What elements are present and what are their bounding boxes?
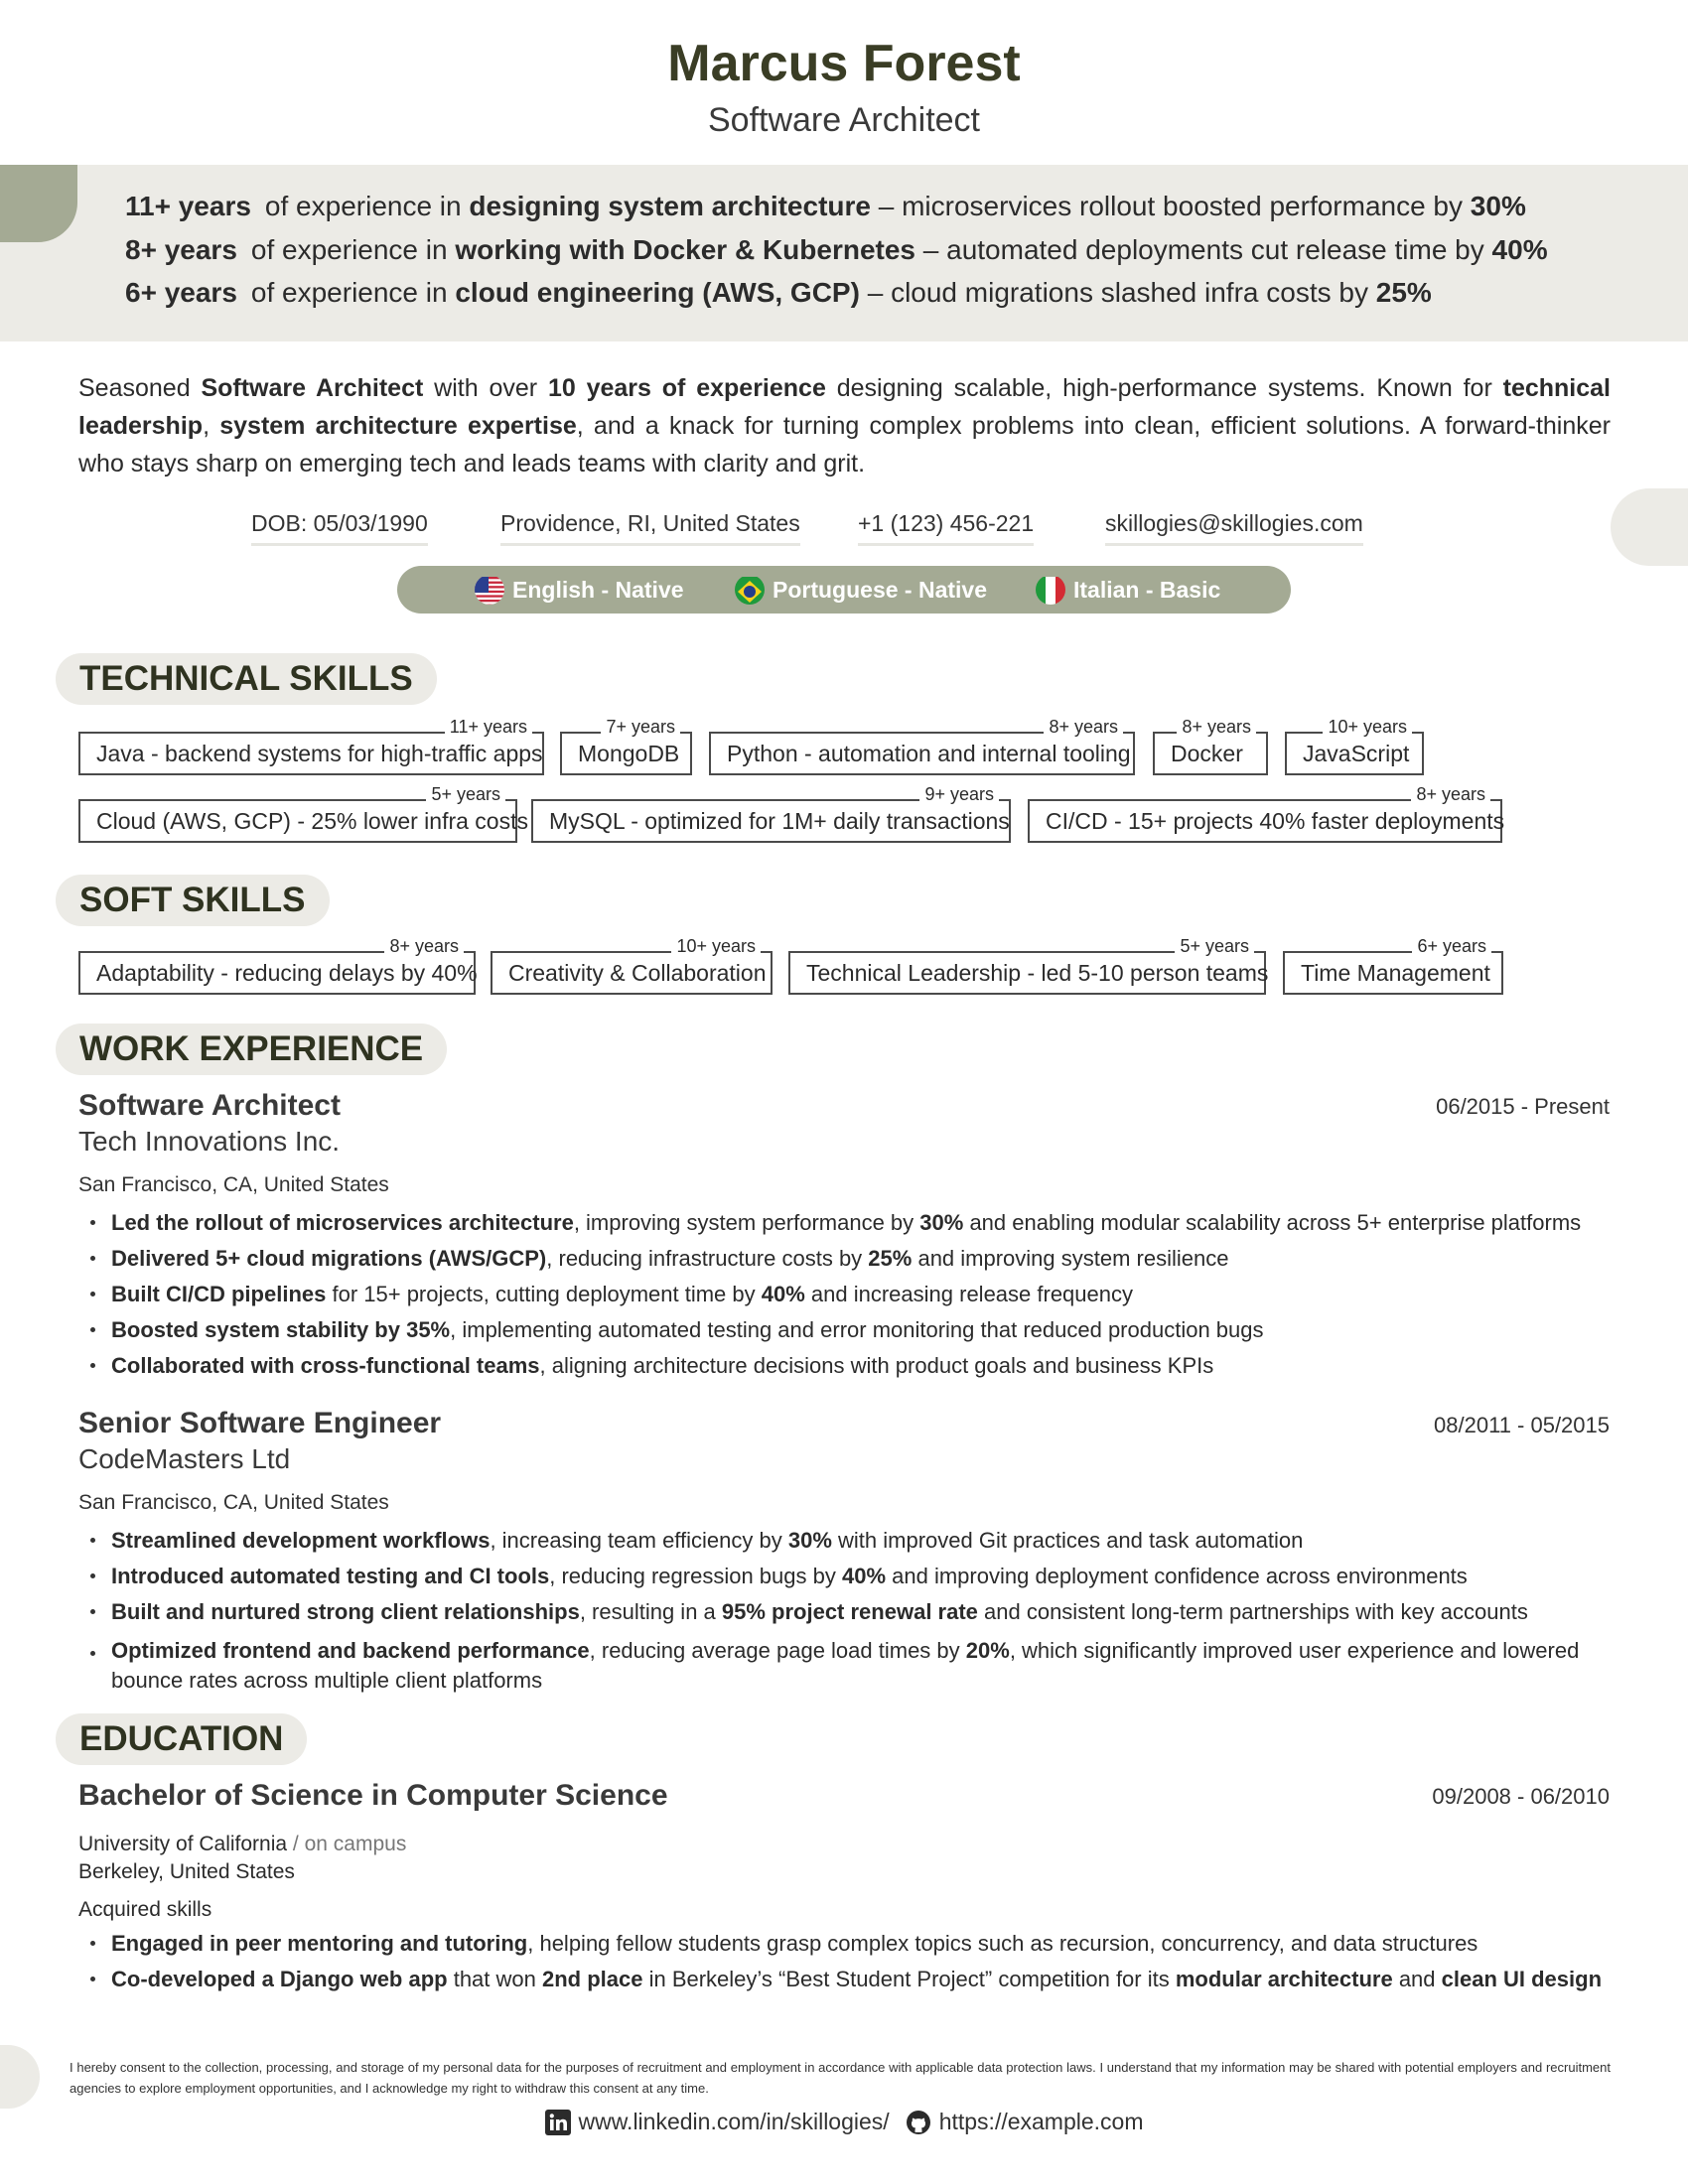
skill-label: MySQL - optimized for 1M+ daily transactions (549, 808, 1010, 834)
decorative-shape (0, 2045, 40, 2109)
dob: DOB: 05/03/1990 (251, 510, 428, 546)
skill-years: 8+ years (384, 936, 464, 956)
skill-years: 9+ years (919, 784, 999, 804)
skill-chip (1283, 936, 1503, 995)
data-consent: I hereby consent to the collection, processing, and storage of my personal data for the purposes of recruitment and employment in accordance with applicable data protection laws. I understand that my information may be shared with potential employers and recruitment agencies to explore employment opportunities, and I acknowledge my right to withdraw this consent at any time. (70, 2060, 1611, 2096)
skill-chip (78, 717, 544, 775)
skill-chip (1285, 717, 1424, 775)
list-item: Boosted system stability by 35%, implementing automated testing and error monitoring that reduced production bugs (78, 1312, 1627, 1348)
skill-label: Adaptability - reducing delays by 40% (96, 960, 478, 986)
linkedin-url: www.linkedin.com/in/skillogies/ (578, 2109, 890, 2134)
skill-chip (560, 717, 692, 775)
skill-label: Docker (1171, 741, 1243, 766)
skill-years: 7+ years (601, 717, 680, 737)
email-link[interactable]: skillogies@skillogies.com (1105, 510, 1363, 546)
skill-years: 10+ years (1323, 717, 1412, 737)
list-item: Built and nurtured strong client relationships, resulting in a 95% project renewal rate and consistent long-term partnerships with key accounts (78, 1594, 1627, 1630)
job-location: San Francisco, CA, United States (78, 1173, 389, 1196)
languages-bar (397, 566, 1291, 614)
school-name: University of California (78, 1833, 288, 1855)
language-label: Portuguese - Native (773, 577, 987, 603)
language-portuguese (735, 566, 987, 614)
linkedin-link[interactable] (545, 2109, 890, 2135)
profile-summary: Seasoned Software Architect with over 10 years of experience designing scalable, high-performance systems. Known for technical leadership, system architecture expertise, and a knack for turning complex problems into clean, efficient solutions. A forward-thinker who stays sharp on emerging tech and leads teams with clarity and grit. (78, 374, 1611, 478)
list-item: Optimized frontend and backend performance, reducing average page load times by 20%, which significantly improved user experience and lowered bounce rates across multiple client platforms (78, 1636, 1627, 1696)
highlight-row-3 (125, 277, 1432, 309)
skill-label: JavaScript (1303, 741, 1410, 766)
job-dates: 06/2015 - Present (1436, 1094, 1610, 1119)
us-flag-icon (475, 575, 504, 605)
candidate-role: Software Architect (707, 101, 980, 139)
school-location: Berkeley, United States (78, 1860, 295, 1883)
skill-chip (78, 784, 528, 843)
job-achievements (78, 1523, 1627, 1696)
skill-chip (1028, 784, 1505, 843)
job-location: San Francisco, CA, United States (78, 1491, 389, 1514)
acquired-skills-label: Acquired skills (78, 1898, 212, 1921)
skill-chip (1153, 717, 1268, 775)
skill-label: Technical Leadership - led 5-10 person teams (806, 960, 1269, 986)
job-title: Senior Software Engineer (78, 1407, 442, 1439)
job-company: Tech Innovations Inc. (78, 1126, 341, 1157)
section-heading-soft-skills: SOFT SKILLS (56, 875, 330, 926)
skill-years: 5+ years (426, 784, 505, 804)
highlight-years: 11+ years (125, 191, 251, 221)
skill-label: Java - backend systems for high-traffic apps (96, 741, 543, 766)
footer-links (0, 2109, 1688, 2135)
highlight-row-1 (125, 191, 1526, 222)
job-achievements (78, 1205, 1627, 1384)
skill-label: Python - automation and internal tooling (727, 741, 1131, 766)
section-heading-technical-skills: TECHNICAL SKILLS (56, 653, 437, 705)
school-line (78, 1833, 406, 1856)
github-url: https://example.com (938, 2109, 1144, 2134)
skill-chip (531, 784, 1011, 843)
skill-years: 11+ years (445, 717, 532, 737)
education-achievements (78, 1926, 1627, 1997)
skill-label: Cloud (AWS, GCP) - 25% lower infra costs (96, 808, 528, 834)
language-english (475, 566, 684, 614)
list-item: Led the rollout of microservices architecture, improving system performance by 30% and enabling modular scalability across 5+ enterprise platforms (78, 1205, 1627, 1241)
skill-years: 10+ years (671, 936, 761, 956)
highlight-text: of experience in working with Docker & Kubernetes – automated deployments cut release time by 40% (250, 234, 1548, 265)
skill-chip (491, 936, 773, 995)
highlight-text: of experience in designing system architecture – microservices rollout boosted performance by 30% (264, 191, 1526, 221)
skill-label: CI/CD - 15+ projects 40% faster deployments (1046, 808, 1505, 834)
skill-years: 5+ years (1175, 936, 1254, 956)
skill-chip (709, 717, 1135, 775)
list-item: Built CI/CD pipelines for 15+ projects, cutting deployment time by 40% and increasing release frequency (78, 1277, 1627, 1312)
github-icon (906, 2110, 931, 2135)
language-label: Italian - Basic (1073, 577, 1221, 603)
skill-label: MongoDB (578, 741, 680, 766)
list-item: Delivered 5+ cloud migrations (AWS/GCP), reducing infrastructure costs by 25% and improving system resilience (78, 1241, 1627, 1277)
list-item: Engaged in peer mentoring and tutoring, helping fellow students grasp complex topics such as recursion, concurrency, and data structures (78, 1926, 1627, 1962)
skill-years: 6+ years (1412, 936, 1491, 956)
education-dates: 09/2008 - 06/2010 (1432, 1784, 1610, 1809)
skill-label: Time Management (1301, 960, 1490, 986)
github-link[interactable] (906, 2109, 1144, 2135)
list-item: Streamlined development workflows, increasing team efficiency by 30% with improved Git practices and task automation (78, 1523, 1627, 1559)
highlight-years: 8+ years (125, 234, 237, 265)
job-company: CodeMasters Ltd (78, 1443, 291, 1474)
language-italian (1036, 566, 1220, 614)
skill-chip (788, 936, 1269, 995)
skill-years: 8+ years (1177, 717, 1256, 737)
linkedin-icon (545, 2110, 571, 2135)
decorative-shape (1611, 488, 1688, 566)
phone[interactable]: +1 (123) 456-221 (858, 510, 1034, 546)
highlight-years: 6+ years (125, 277, 237, 308)
list-item: Co-developed a Django web app that won 2nd place in Berkeley’s “Best Student Project” competition for its modular architecture and clean UI design (78, 1962, 1627, 1997)
list-item: Collaborated with cross-functional teams, aligning architecture decisions with product goals and business KPIs (78, 1348, 1627, 1384)
brazil-flag-icon (735, 575, 765, 605)
highlight-text: of experience in cloud engineering (AWS, GCP) – cloud migrations slashed infra costs by 25% (250, 277, 1432, 308)
highlight-row-2 (125, 234, 1548, 266)
location: Providence, RI, United States (500, 510, 800, 546)
job-dates: 08/2011 - 05/2015 (1434, 1413, 1610, 1437)
skill-label: Creativity & Collaboration (508, 960, 767, 986)
skill-years: 8+ years (1044, 717, 1123, 737)
language-label: English - Native (512, 577, 684, 603)
candidate-name: Marcus Forest (667, 35, 1021, 92)
degree-title: Bachelor of Science in Computer Science (78, 1779, 668, 1812)
job-title: Software Architect (78, 1089, 341, 1122)
section-heading-education: EDUCATION (56, 1713, 307, 1765)
skill-chip (78, 936, 478, 995)
italy-flag-icon (1036, 575, 1065, 605)
section-heading-work-experience: WORK EXPERIENCE (56, 1024, 447, 1075)
list-item: Introduced automated testing and CI tools, reducing regression bugs by 40% and improving deployment confidence across environments (78, 1559, 1627, 1594)
study-mode: / on campus (292, 1833, 407, 1855)
skill-years: 8+ years (1411, 784, 1490, 804)
